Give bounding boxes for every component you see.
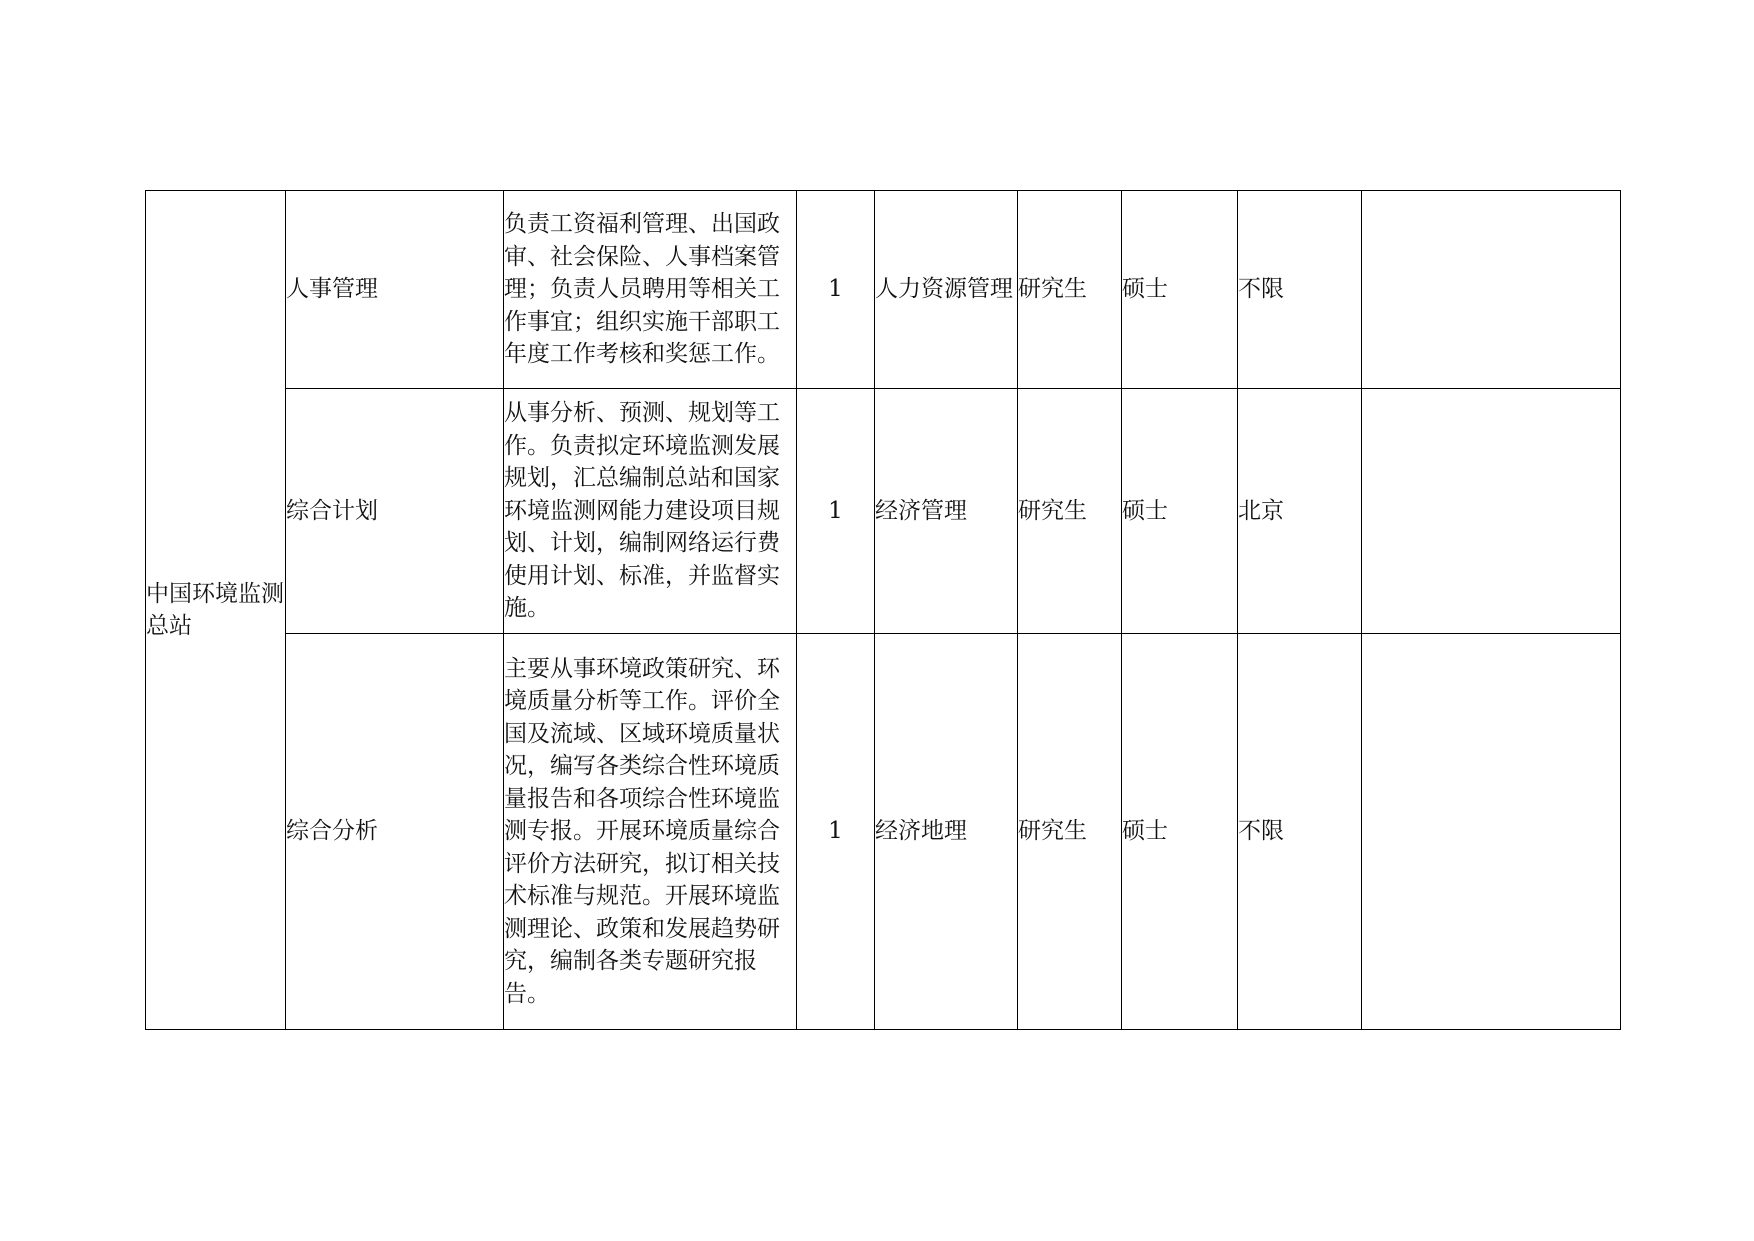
post-name-cell: 综合分析 [286,634,504,1030]
household-location-cell: 不限 [1238,191,1362,389]
post-duties-cell: 主要从事环境政策研究、环境质量分析等工作。评价全国及流域、区域环境质量状况，编写各类综合性环境质量报告和各项综合性环境监测专报。开展环境质量综合评价方法研究，拟订相关技术标准与规范。开展环境监测理论、政策和发展趋势研究，编制各类专题研究报告。 [504,634,797,1030]
major-cell: 人力资源管理 [875,191,1018,389]
major-cell: 经济管理 [875,389,1018,634]
remarks-cell [1362,191,1621,389]
hiring-count-cell: 1 [797,191,875,389]
hiring-count-cell: 1 [797,389,875,634]
post-name-cell: 综合计划 [286,389,504,634]
household-location-cell: 不限 [1238,634,1362,1030]
table-row [146,634,1621,1030]
education-cell: 研究生 [1018,389,1122,634]
household-location-cell: 北京 [1238,389,1362,634]
employer-unit-cell: 中国环境监测总站 [146,191,286,1030]
table-row [146,191,1621,389]
remarks-cell [1362,389,1621,634]
major-cell: 经济地理 [875,634,1018,1030]
post-duties-cell: 从事分析、预测、规划等工作。负责拟定环境监测发展规划，汇总编制总站和国家环境监测网能力建设项目规划、计划，编制网络运行费使用计划、标准，并监督实施。 [504,389,797,634]
education-cell: 研究生 [1018,191,1122,389]
post-duties-cell: 负责工资福利管理、出国政审、社会保险、人事档案管理；负责人员聘用等相关工作事宜；组织实施干部职工年度工作考核和奖惩工作。 [504,191,797,389]
job-positions-table [145,190,1621,1030]
education-cell: 研究生 [1018,634,1122,1030]
post-name-cell: 人事管理 [286,191,504,389]
degree-cell: 硕士 [1122,389,1238,634]
remarks-cell [1362,634,1621,1030]
degree-cell: 硕士 [1122,634,1238,1030]
degree-cell: 硕士 [1122,191,1238,389]
hiring-count-cell: 1 [797,634,875,1030]
table-row [146,389,1621,634]
